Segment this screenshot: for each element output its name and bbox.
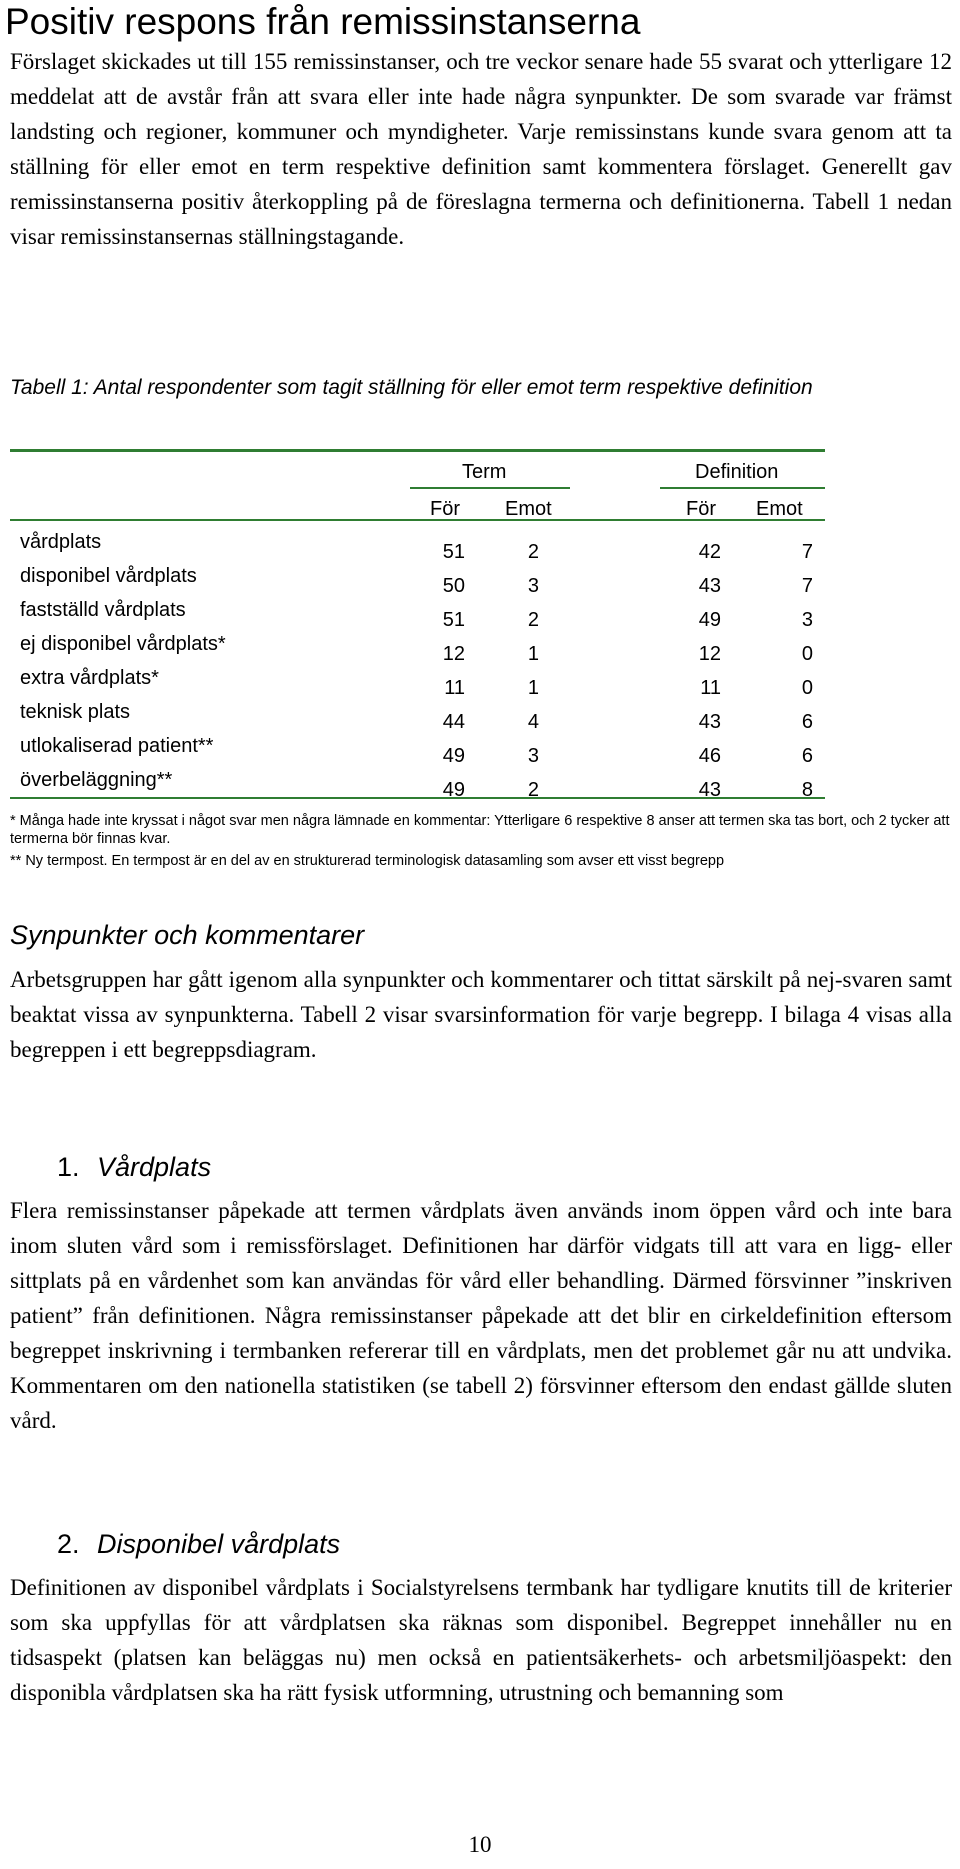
subsection-2-title: Disponibel vårdplats [97, 1529, 341, 1559]
def-for-value: 43 [698, 779, 721, 801]
table-top-rule [10, 449, 825, 452]
subsection-1-title: Vårdplats [97, 1152, 212, 1182]
subheader-term-emot: Emot [505, 498, 552, 520]
term-emot-value: 2 [527, 779, 539, 801]
term-for-value: 11 [444, 677, 465, 699]
table-row [0, 530, 960, 564]
def-emot-value: 3 [801, 609, 813, 631]
term-for-value: 49 [442, 745, 465, 767]
term-for-value: 50 [442, 575, 465, 597]
table-row [0, 700, 960, 734]
subsection-1-paragraph: Flera remissinstanser påpekade att termen vårdplats även används inom öppen vård och inte bara inom sluten vård som i remissförslaget. Definitionen har därför vidgats till att vara en ligg- eller sittplats på en vårdenhet som kan användas för vård eller behandling. Därmed försvinner ”inskriven patient” från definitionen. Några remissinstanser påpekade att det blir en cirkeldefinition eftersom begreppet inskrivning i termbanken refererar till en vårdplats, men det problemet går nu att undvika. Kommentaren om den nationella statistiken (se tabell 2) försvinner eftersom den endast gällde sluten vård. [10, 1198, 952, 1433]
page-number: 10 [468, 1832, 492, 1857]
row-label: utlokaliserad patient** [20, 735, 214, 757]
def-for-value: 46 [698, 745, 721, 767]
row-label: ej disponibel vårdplats* [20, 633, 226, 655]
term-emot-value: 3 [527, 745, 539, 767]
table-row [0, 666, 960, 700]
row-label: överbeläggning** [20, 769, 173, 791]
def-for-value: 43 [698, 575, 721, 597]
def-for-value: 43 [698, 711, 721, 733]
row-label: teknisk plats [20, 701, 131, 723]
def-emot-value: 0 [801, 677, 813, 699]
table-footnote-1: * Många hade inte kryssat i något svar men några lämnade en kommentar: Ytterligare 6 respektive 8 anser att termen ska tas bort, och 2 tycker att termerna bör finnas kvar. [10, 813, 950, 847]
subheader-term-for: För [430, 498, 460, 520]
table-row [0, 632, 960, 666]
def-emot-value: 8 [801, 779, 813, 801]
def-emot-value: 6 [801, 745, 813, 767]
table-row [0, 734, 960, 768]
term-for-value: 49 [442, 779, 465, 801]
table-row [0, 768, 960, 802]
term-emot-value: 2 [527, 609, 539, 631]
row-label: fastställd vårdplats [20, 599, 186, 621]
table-caption: Tabell 1: Antal respondenter som tagit ställning för eller emot term respektive definition [10, 376, 813, 399]
term-for-value: 44 [442, 711, 465, 733]
page-heading: Positiv respons från remissinstanserna [5, 1, 641, 42]
row-label: vårdplats [20, 531, 102, 553]
subsection-1-number: 1. [57, 1152, 80, 1182]
table-row [0, 564, 960, 598]
term-emot-value: 2 [527, 541, 539, 563]
section-paragraph: Arbetsgruppen har gått igenom alla synpunkter och kommentarer och tittat särskilt på nej-svaren samt beaktat vissa av synpunkterna. Tabell 2 visar svarsinformation för varje begrepp. I bilaga 4 visas alla begreppen i ett begreppsdiagram. [10, 967, 952, 1062]
term-emot-value: 4 [527, 711, 539, 733]
subsection-2-heading [57, 1527, 340, 1561]
def-emot-value: 0 [801, 643, 813, 665]
table-footnote-2: ** Ny termpost. En termpost är en del av en strukturerad terminologisk datasamling som avser ett visst begrepp [10, 853, 725, 869]
definition-group-rule [660, 487, 825, 489]
term-for-value: 51 [442, 541, 465, 563]
term-emot-value: 1 [527, 643, 539, 665]
header-definition: Definition [695, 461, 779, 483]
def-for-value: 11 [700, 677, 721, 699]
term-emot-value: 1 [527, 677, 539, 699]
def-for-value: 12 [698, 643, 721, 665]
subsection-1-heading [57, 1150, 211, 1184]
header-term: Term [462, 461, 507, 483]
term-group-rule [410, 487, 570, 489]
def-for-value: 49 [698, 609, 721, 631]
row-label: disponibel vårdplats [20, 565, 197, 587]
term-for-value: 51 [442, 609, 465, 631]
table-row [0, 598, 960, 632]
subheader-def-for: För [686, 498, 716, 520]
subheader-def-emot: Emot [756, 498, 803, 520]
def-emot-value: 7 [801, 575, 813, 597]
term-for-value: 12 [442, 643, 465, 665]
def-for-value: 42 [698, 541, 721, 563]
def-emot-value: 7 [801, 541, 813, 563]
row-label: extra vårdplats* [20, 667, 159, 689]
section-heading: Synpunkter och kommentarer [10, 920, 365, 950]
subsection-2-number: 2. [57, 1529, 80, 1559]
intro-paragraph: Förslaget skickades ut till 155 remissinstanser, och tre veckor senare hade 55 svarat och ytterligare 12 meddelat att de avstår från att svara eller inte hade några synpunkter. De som svarade var främst landsting och regioner, kommuner och myndigheter. Varje remissinstans kunde svara genom att ta ställning för eller emot en term respektive definition samt kommentera förslaget. Generellt gav remissinstanserna positiv återkoppling på de föreslagna termerna och definitionerna. Tabell 1 nedan visar remissinstansernas ställningstagande. [10, 49, 952, 249]
subsection-2-paragraph: Definitionen av disponibel vårdplats i Socialstyrelsens termbank har tydligare knutits till de kriterier som ska uppfyllas för att vårdplatsen ska räknas som disponibel. Begreppet innehåller nu en tidsaspekt (platsen kan beläggas nu) men också en patientsäkerhets- och arbetsmiljöaspekt: den disponibla vårdplatsen ska ha rätt fysisk utformning, utrustning och bemanning som [10, 1575, 952, 1705]
term-emot-value: 3 [527, 575, 539, 597]
def-emot-value: 6 [801, 711, 813, 733]
